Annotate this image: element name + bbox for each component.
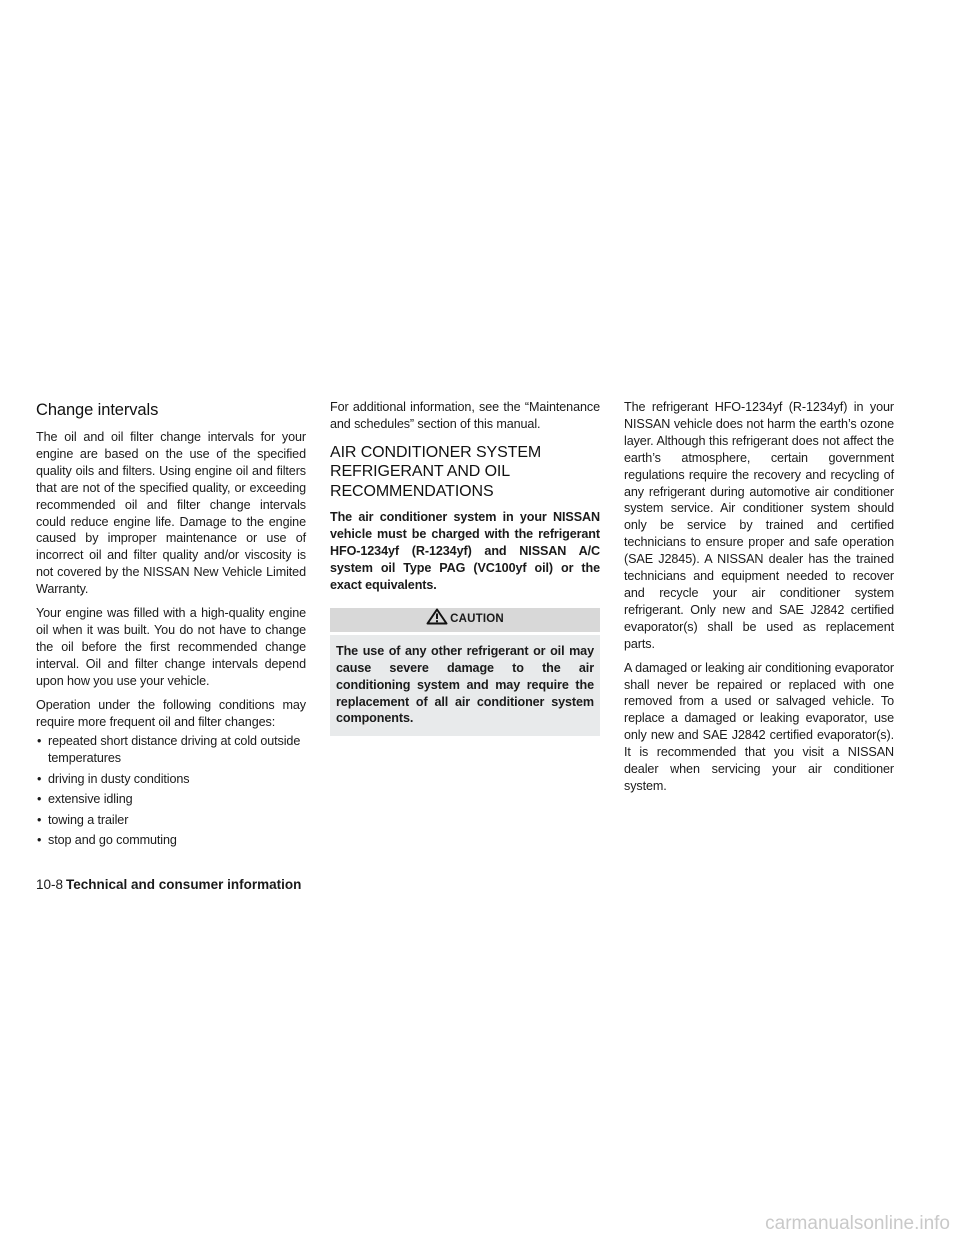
caution-header [330, 608, 600, 632]
page-footer [36, 877, 301, 893]
additional-info-paragraph: For additional information, see the “Maintenance and schedules” section of this manual. [330, 400, 600, 431]
refrigerant-info-paragraph: The refrigerant HFO-1234yf (R-1234yf) in your NISSAN vehicle does not harm the earth’s ozone layer. Although this refrigerant does not affect the earth’s atmosphere, certain government regulations require the recovery and recycling of any refrigerant during automotive air conditioner system service. Air conditioner system should only be service by trained and certified technicians to ensure proper and safe operation (SAE J2845). A NISSAN dealer has the trained technicians and equipment needed to recover and recycle your air conditioner system refrigerant. Only new and SAE J2842 certified evaporator(s) shall be used as replacement parts. [624, 400, 894, 651]
middle-column [330, 399, 600, 736]
change-intervals-paragraph-1: The oil and oil filter change intervals for your engine are based on the use of the specified quality oils and filters. Using engine oil and filters that are not of the specified quality, or exceeding recommended oil and filter change intervals could reduce engine life. Damage to the engine caused by improper maintenance or use of incorrect oil and filter quality and/or viscosity is not covered by the NISSAN New Vehicle Limited Warranty. [36, 430, 306, 597]
change-intervals-paragraph-2: Your engine was filled with a high-quality engine oil when it was built. You do not have to change the oil before the first recommended change interval. Oil and filter change intervals depend upon how you use your vehicle. [36, 606, 306, 688]
right-column [624, 399, 894, 802]
conditions-list [36, 733, 306, 848]
caution-label: CAUTION [450, 613, 504, 626]
page-number: 10-8 [36, 877, 64, 892]
list-item: • towing a trailer [36, 812, 306, 829]
chapter-title: Technical and consumer information [66, 877, 302, 892]
watermark: carmanualsonline.info [765, 1213, 950, 1234]
list-item: • extensive idling [36, 791, 306, 808]
change-intervals-heading: Change intervals [36, 401, 159, 419]
left-column [36, 398, 306, 852]
caution-text: The use of any other refrigerant or oil may cause severe damage to the air conditioning system and may require the replacement of all air conditioner system components. [330, 635, 600, 737]
list-item: • repeated short distance driving at cold outside temperatures [36, 733, 306, 767]
warning-triangle-icon [426, 608, 450, 631]
list-item: • stop and go commuting [36, 832, 306, 849]
evaporator-info-paragraph: A damaged or leaking air conditioning evaporator shall never be repaired or replaced with one removed from a used or salvaged vehicle. To replace a damaged or leaking evaporator, use only new and SAE J2842 certified evaporator(s). It is recommended that you visit a NISSAN dealer when servicing your air conditioner system. [624, 660, 894, 793]
list-item: • driving in dusty conditions [36, 771, 306, 788]
ac-section-heading: AIR CONDITIONER SYSTEM REFRIGERANT AND OIL RECOMMENDATIONS [330, 443, 542, 500]
ac-refrigerant-requirement: The air conditioner system in your NISSAN vehicle must be charged with the refrigerant HFO-1234yf (R-1234yf) and NISSAN A/C system oil Type PAG (VC100yf oil) or the exact equivalents. [330, 510, 600, 592]
caution-box [330, 608, 600, 737]
change-intervals-paragraph-3: Operation under the following conditions may require more frequent oil and filter changes: [36, 697, 306, 729]
